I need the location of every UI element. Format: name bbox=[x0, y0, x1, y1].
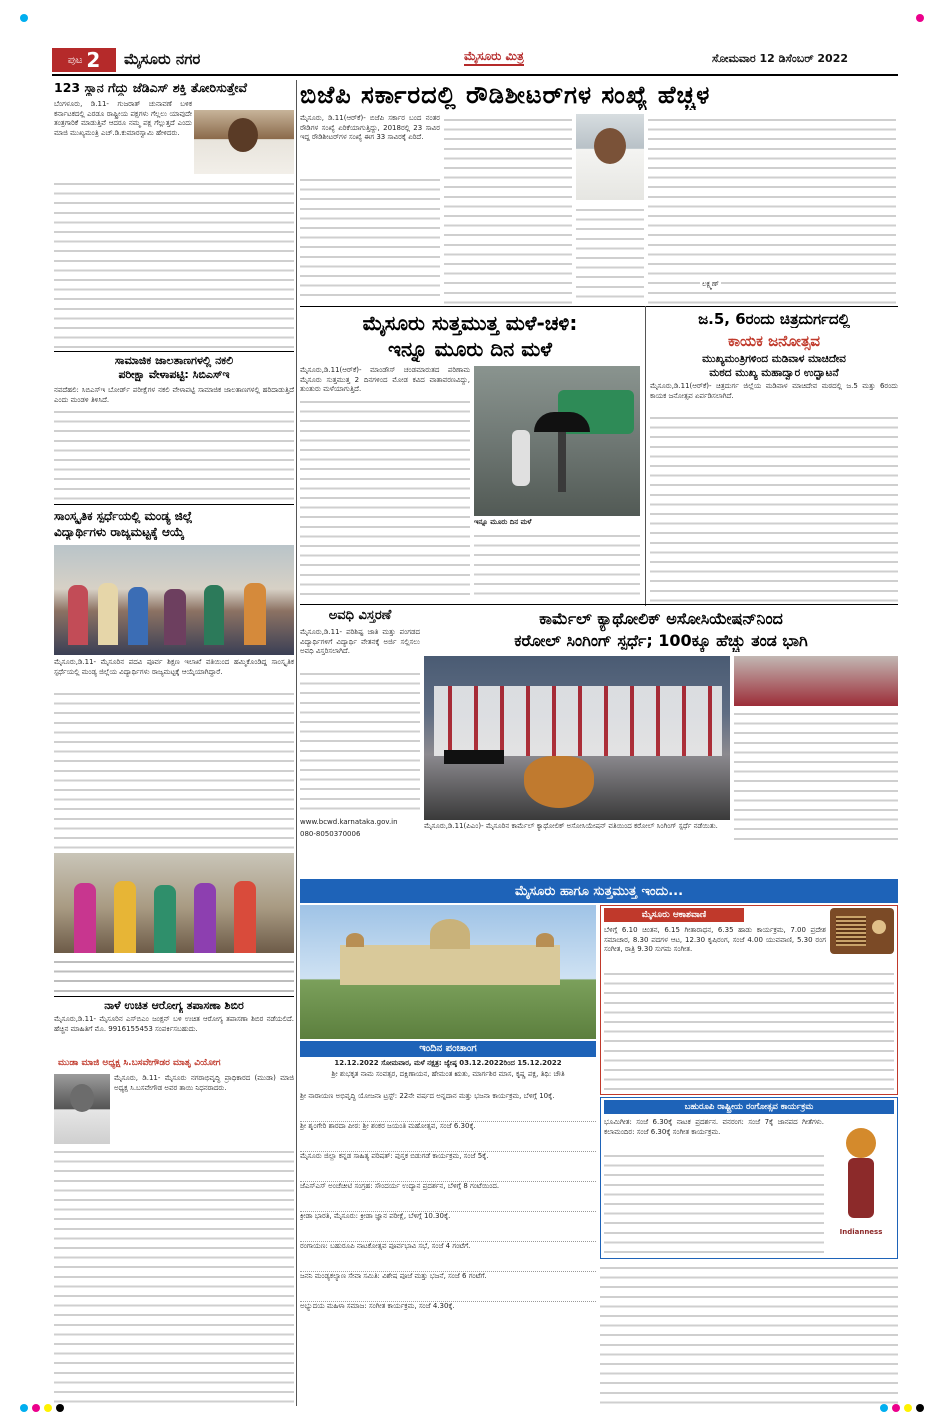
registration-mark bbox=[20, 14, 28, 22]
jds-headline: 123 ಸ್ಥಾನ ಗೆದ್ದು ಜೆಡಿಎಸ್ ಶಕ್ತಿ ತೋರಿಸುತ್ತೇವೆ bbox=[54, 80, 248, 95]
kayaka-body-lines bbox=[650, 412, 898, 602]
rowdy-body-lines-2 bbox=[444, 114, 572, 304]
bahuroopi-logo-text: Indianness bbox=[839, 1228, 883, 1236]
rain-photo-caption: ಇನ್ನೂ ಮೂರು ದಿನ ಮಳೆ bbox=[474, 518, 532, 526]
jds-body-continued bbox=[54, 178, 294, 348]
exam-headline-line1: ಸಾಮಾಜಿಕ ಜಾಲತಾಣಗಳಲ್ಲಿ ನಕಲಿ bbox=[114, 354, 234, 367]
rowdy-headline: ಬಿಜೆಪಿ ಸರ್ಕಾರದಲ್ಲಿ ರೌಡಿಶೀಟರ್‌ಗಳ ಸಂಖ್ಯೆ ಹೆಚ್ಚಳ bbox=[300, 81, 711, 109]
registration-mark bbox=[916, 1404, 924, 1412]
mandya-group-photo bbox=[54, 545, 294, 655]
event-item: ರಂಗಾಯಣ: ಬಹುರೂಪಿ ನಾಟಕೋತ್ಸವ ಪೂರ್ವಭಾವಿ ಸಭೆ, ಸಂಜೆ 4 ಗಂಟೆಗೆ. bbox=[300, 1242, 596, 1272]
page-number-box bbox=[52, 48, 116, 72]
rowdy-caption: ಲಕ್ಷ್ಮಣ್ bbox=[702, 280, 719, 288]
obituary-body-lines bbox=[54, 1146, 294, 1406]
page-number: 2 bbox=[86, 48, 101, 72]
panchanga-line: 12.12.2022 ಸೋಮವಾರ, ಮಳೆ ನಕ್ಷತ್ರ: ಜ್ಯೇಷ್ಠ 03.12.2022ರಿಂದ 15.12.2022 bbox=[334, 1059, 562, 1067]
radio-title: ಮೈಸೂರು ಆಕಾಶವಾಣಿ bbox=[604, 908, 744, 922]
rain-body-lines-2 bbox=[474, 530, 640, 596]
event-item: ಶ್ರೀ ನಾರಾಯಣ ಅಭಿವೃದ್ಧಿ ಯೋಜನಾ ಟ್ರಸ್ಟ್: 22ನೇ ವರ್ಷದ ಅನ್ನದಾನ ಮತ್ತು ಭಜನಾ ಕಾರ್ಯಕ್ರಮ, ಬೆಳಿಗ್ಗೆ 10ಕ್ಕೆ. bbox=[300, 1092, 596, 1122]
rowdy-body: ಮೈಸೂರು, ಡಿ.11(ಆರ್‌ಕೆ)- ಬಿಜೆಪಿ ಸರ್ಕಾರ ಬಂದ ನಂತರ ರೌಡಿಗಳ ಸಂಖ್ಯೆ ಏರಿಕೆಯಾಗುತ್ತಿದ್ದು, 2018ರಲ್ಲಿ 23 ಸಾವಿರ ಇದ್ದ ರೌಡಿಶೀಟರ್‌ಗಳ ಸಂಖ್ಯೆ ಈಗ 33 ಸಾವಿರಕ್ಕೆ ಏರಿದೆ. bbox=[300, 114, 440, 142]
rowdy-body-lines-1 bbox=[300, 174, 440, 304]
rain-body-lines-1 bbox=[300, 396, 470, 596]
deadline-website: www.bcwd.karnataka.gov.in bbox=[300, 818, 398, 826]
bahuroopi-title: ಬಹುರೂಪಿ ರಾಷ್ಟ್ರೀಯ ರಂಗೋತ್ಸವ ಕಾರ್ಯಕ್ರಮ bbox=[604, 1100, 894, 1114]
deadline-body-lines bbox=[300, 668, 420, 816]
rain-headline bbox=[300, 310, 640, 362]
today-banner: ಮೈಸೂರು ಹಾಗೂ ಸುತ್ತಮುತ್ತ ಇಂದು... bbox=[300, 879, 898, 903]
lakshman-photo bbox=[576, 114, 644, 200]
carol-headline-line2: ಕರೋಲ್ ಸಿಂಗಿಂಗ್ ಸ್ಪರ್ಧೆ; 100ಕ್ಕೂ ಹೆಚ್ಚು ತಂಡ ಭಾಗಿ bbox=[514, 631, 808, 650]
event-item: ಅಭ್ಯುದಯ ಮಹಿಳಾ ಸಮಾಜ: ಸಂಗೀತ ಕಾರ್ಯಕ್ರಮ, ಸಂಜೆ 4.30ಕ್ಕೆ. bbox=[300, 1302, 455, 1310]
deadline-headline: ಅವಧಿ ವಿಸ್ತರಣೆ bbox=[328, 608, 392, 623]
section-title: ಮೈಸೂರು ನಗರ bbox=[124, 50, 201, 68]
rain-headline-line2: ಇನ್ನೂ ಮೂರು ದಿನ ಮಳೆ bbox=[388, 337, 552, 361]
mandya-headline-line2: ವಿದ್ಯಾರ್ಥಿಗಳು ರಾಜ್ಯಮಟ್ಟಕ್ಕೆ ಆಯ್ಕೆ bbox=[54, 525, 185, 539]
registration-mark bbox=[44, 1404, 52, 1412]
women-group-photo bbox=[54, 853, 294, 953]
panchanga-title: ಇಂದಿನ ಪಂಚಾಂಗ bbox=[300, 1041, 596, 1057]
kayaka-body: ಮೈಸೂರು,ಡಿ.11(ಆರ್‌ಕೆ)- ಚಿತ್ರದುರ್ಗ ಜಿಲ್ಲೆಯ ಮಡಿವಾಳ ಮಾಚಿದೇವ ಮಠದಲ್ಲಿ ಜ.5 ಮತ್ತು 6ರಂದು ಕಾಯಕ ಜನೋತ್ಸವ ಏರ್ಪಡಿಸಲಾಗಿದೆ. bbox=[650, 382, 898, 400]
event-item: ಮೈಸೂರು ಜಿಲ್ಲಾ ಕನ್ನಡ ಸಾಹಿತ್ಯ ಪರಿಷತ್: ಪುಸ್ತಕ ಬಿಡುಗಡೆ ಕಾರ್ಯಕ್ರಮ, ಸಂಜೆ 5ಕ್ಕೆ. bbox=[300, 1152, 596, 1182]
carol-body-lines bbox=[734, 708, 898, 844]
registration-mark bbox=[880, 1404, 888, 1412]
mandya-headline bbox=[54, 508, 294, 540]
issue-date: ಸೋಮವಾರ 12 ಡಿಸೆಂಬರ್ 2022 bbox=[712, 52, 849, 65]
mysore-palace-photo bbox=[300, 905, 596, 1039]
carol-body: ಮೈಸೂರು,ಡಿ.11(ಪಿಎಂ)- ಮೈಸೂರಿನ ಕಾರ್ಮೆಲ್ ಕ್ಯಾಥೋಲಿಕ್ ಅಸೋಸಿಯೇಷನ್ ವತಿಯಿಂದ ಕರೋಲ್ ಸಿಂಗಿಂಗ್ ಸ್ಪರ್ಧೆ ನಡೆಯಿತು. bbox=[424, 822, 718, 830]
bottom-events-lines bbox=[600, 1262, 898, 1406]
kayaka-subhead-line1: ಮುಖ್ಯಮಂತ್ರಿಗಳಿಂದ ಮಡಿವಾಳ ಮಾಚಿದೇವ bbox=[702, 353, 846, 365]
registration-mark bbox=[892, 1404, 900, 1412]
jds-body: ಬೆಂಗಳೂರು, ಡಿ.11- ಗುಜರಾತ್ ಚುನಾವಣೆ ಬಳಿಕ ಕರ್ನಾಟಕದಲ್ಲಿ ಎರಡೂ ರಾಷ್ಟ್ರೀಯ ಪಕ್ಷಗಳು ಗೆಲ್ಲಲು ಯಾವುದೇ ತಂತ್ರಗಾರಿಕೆ ಮಾಡುತ್ತಿವೆ ಆದರೂ ನಮ್ಮ ಪಕ್ಷ ಗೆಲ್ಲುತ್ತದೆ ಎಂದು ಮಾಜಿ ಮುಖ್ಯಮಂತ್ರಿ ಎಚ್.ಡಿ.ಕುಮಾರಸ್ವಾಮಿ ಹೇಳಿದರು. bbox=[54, 100, 192, 137]
radio-schedule-lines bbox=[604, 968, 894, 1090]
rain-body: ಮೈಸೂರು,ಡಿ.11(ಆರ್‌ಕೆ)- ಮಾಂಡೌಸ್ ಚಂಡಮಾರುತದ ಪರಿಣಾಮ ಮೈಸೂರು ಸುತ್ತಮುತ್ತ 2 ದಿನಗಳಿಂದ ಮೋಡ ಕವಿದ ವಾತಾವರಣವಿದ್ದು, ತುಂತುರು ಮಳೆಯಾಗುತ್ತಿದೆ. bbox=[300, 366, 470, 394]
obituary-body: ಮೈಸೂರು, ಡಿ.11- ಮೈಸೂರು ನಗರಾಭಿವೃದ್ಧಿ ಪ್ರಾಧಿಕಾರದ (ಮುಡಾ) ಮಾಜಿ ಅಧ್ಯಕ್ಷ ಸಿ.ಬಸವೇಗೌಡ ಅವರ ತಾಯಿ ನಿಧನರಾದರು. bbox=[114, 1074, 294, 1092]
bahuroopi-text: ಭೂಮಿಗೀತ: ಸಂಜೆ 6.30ಕ್ಕೆ ನಾಟಕ ಪ್ರದರ್ಶನ. ವನರಂಗ: ಸಂಜೆ 7ಕ್ಕೆ ಜಾನಪದ ಗೀತೆಗಳು. ಕಲಾಮಂದಿರ: ಸಂಜೆ 6.30ಕ್ಕೆ ಸಂಗೀತ ಕಾರ್ಯಕ್ರಮ. bbox=[604, 1118, 824, 1136]
kayaka-subhead-line2: ಮಠದ ಮುಖ್ಯ ಮಹಾದ್ವಾರ ಉದ್ಘಾಟನೆ bbox=[709, 367, 839, 379]
radio-schedule: ಬೆಳಿಗ್ಗೆ 6.10 ಚಿಂತನ, 6.15 ಗೀತಾರಾಧನ, 6.35 ಹಾಡು ಕಾರ್ಯಕ್ರಮ, 7.00 ಪ್ರದೇಶ ಸಮಾಚಾರ, 8.30 ಪದಗಳ ಆಟ, 12.30 ಕೃಷಿರಂಗ, ಸಂಜೆ 4.00 ಯುವವಾಣಿ, 5.30 ರಂಗ ಸಂಗೀತ, ರಾತ್ರಿ 9.30 ಸುಗಮ ಸಂಗೀತ. bbox=[604, 926, 826, 954]
obituary-photo bbox=[54, 1074, 110, 1144]
rowdy-body-lines-4 bbox=[648, 114, 896, 304]
exam-body: ನವದೆಹಲಿ: ಸಿಬಿಎಸ್‌ಇ ಬೋರ್ಡ್ ಪರೀಕ್ಷೆಗಳ ನಕಲಿ ವೇಳಾಪಟ್ಟಿ ಸಾಮಾಜಿಕ ಜಾಲತಾಣಗಳಲ್ಲಿ ಹರಿದಾಡುತ್ತಿದೆ ಎಂದು ಮಂಡಳಿ ತಿಳಿಸಿದೆ. bbox=[54, 386, 294, 404]
radio-icon bbox=[830, 908, 894, 954]
masthead-rule bbox=[52, 74, 898, 76]
event-item: ಕ್ರೀಡಾ ಭಾರತಿ, ಮೈಸೂರು: ಕ್ರೀಡಾ ಜ್ಞಾನ ಪರೀಕ್ಷೆ, ಬೆಳಿಗ್ಗೆ 10.30ಕ್ಕೆ. bbox=[300, 1212, 596, 1242]
deadline-phone: 080-8050370006 bbox=[300, 830, 361, 838]
carol-headline-line1: ಕಾರ್ಮೆಲ್ ಕ್ಯಾಥೋಲಿಕ್ ಅಸೋಸಿಯೇಷನ್‌ನಿಂದ bbox=[539, 609, 783, 628]
carol-photo bbox=[424, 656, 730, 820]
masthead bbox=[44, 46, 904, 74]
deadline-body: ಮೈಸೂರು,ಡಿ.11- ಪರಿಶಿಷ್ಟ ಜಾತಿ ಮತ್ತು ಪಂಗಡದ ವಿದ್ಯಾರ್ಥಿಗಳಿಗೆ ವಿದ್ಯಾರ್ಥಿ ವೇತನಕ್ಕೆ ಅರ್ಜಿ ಸಲ್ಲಿಸಲು ಅವಧಿ ವಿಸ್ತರಿಸಲಾಗಿದೆ. bbox=[300, 628, 420, 656]
panchanga-line-2: ಶ್ರೀ ಶುಭಕೃತ ನಾಮ ಸಂವತ್ಸರ, ದಕ್ಷಿಣಾಯನ, ಹೇಮಂತ ಋತು, ಮಾರ್ಗಶಿರ ಮಾಸ, ಕೃಷ್ಣ ಪಕ್ಷ, ತಿಥಿ: ಚೌತಿ bbox=[331, 1070, 565, 1078]
health-headline: ನಾಳೆ ಉಚಿತ ಆರೋಗ್ಯ ತಪಾಸಣಾ ಶಿಬಿರ bbox=[104, 999, 244, 1012]
registration-mark bbox=[56, 1404, 64, 1412]
rain-headline-line1: ಮೈಸೂರು ಸುತ್ತಮುತ್ತ ಮಳೆ-ಚಳಿ: bbox=[362, 311, 578, 335]
exam-headline-line2: ಪರೀಕ್ಷಾ ವೇಳಾಪಟ್ಟಿ: ಸಿಬಿಎಸ್‌ಇ bbox=[118, 368, 230, 381]
bahuroopi-lines bbox=[604, 1150, 824, 1254]
exam-body-lines bbox=[54, 406, 294, 502]
carol-headline bbox=[424, 608, 898, 652]
exam-headline bbox=[54, 354, 294, 382]
page-label: ಪುಟ bbox=[67, 54, 83, 66]
kayaka-subhead bbox=[650, 352, 898, 380]
rain-photo bbox=[474, 366, 640, 516]
event-item: ಜನನಿ ಮಂಡ್ಯಕಲ್ಯಾಣ ಸೇವಾ ಸಮಿತಿ: ವಿಶೇಷ ಪೂಜೆ ಮತ್ತು ಭಜನೆ, ಸಂಜೆ 6 ಗಂಟೆಗೆ. bbox=[300, 1272, 596, 1302]
rowdy-body-lines-3 bbox=[576, 204, 644, 304]
mandya-body-lines bbox=[54, 688, 294, 850]
kayaka-headline: ಕಾಯಕ ಜನೋತ್ಸವ bbox=[727, 332, 820, 350]
kumaraswamy-photo bbox=[194, 110, 294, 174]
health-body: ಮೈಸೂರು,ಡಿ.11- ಮೈಸೂರಿನ ಎಸ್‌ಬಿಎಂ ಜಂಕ್ಷನ್ ಬಳಿ ಉಚಿತ ಆರೋಗ್ಯ ತಪಾಸಣಾ ಶಿಬಿರ ನಡೆಯಲಿದೆ. ಹೆಚ್ಚಿನ ಮಾಹಿತಿಗೆ ಮೊ. 9916155453 ಸಂಪರ್ಕಿಸಬಹುದು. bbox=[54, 1015, 294, 1033]
obituary-headline: ಮುಡಾ ಮಾಜಿ ಅಧ್ಯಕ್ಷ ಸಿ.ಬಸವೇಗೌಡರ ಮಾತೃ ವಿಯೋಗ bbox=[58, 1058, 221, 1068]
events-list bbox=[300, 1092, 596, 1406]
registration-mark bbox=[32, 1404, 40, 1412]
event-item: ಶ್ರೀ ಶೃಂಗೇರಿ ಶಾರದಾ ಪೀಠ: ಶ್ರೀ ಶಂಕರ ಜಯಂತಿ ಮಹೋತ್ಸವ, ಸಂಜೆ 6.30ಕ್ಕೆ. bbox=[300, 1122, 596, 1152]
women-photo-caption bbox=[54, 956, 294, 994]
registration-mark bbox=[20, 1404, 28, 1412]
registration-mark bbox=[916, 14, 924, 22]
carol-photo-2 bbox=[734, 656, 898, 706]
mandya-headline-line1: ಸಾಂಸ್ಕೃತಿಕ ಸ್ಪರ್ಧೆಯಲ್ಲಿ ಮಂಡ್ಯ ಜಿಲ್ಲೆ bbox=[54, 509, 193, 523]
registration-mark bbox=[904, 1404, 912, 1412]
bahuroopi-logo bbox=[828, 1118, 894, 1254]
paper-name: ಮೈಸೂರು ಮಿತ್ರ bbox=[464, 49, 524, 66]
kayaka-kicker: ಜ.5, 6ರಂದು ಚಿತ್ರದುರ್ಗದಲ್ಲಿ bbox=[698, 310, 850, 328]
event-item: ಜೆಎಸ್‌ಎಸ್ ಅಂಚೆಚೀಟಿ ಸಂಗ್ರಹ: ಸೌಂದರ್ಯ ಉದ್ಯಾನ ಪ್ರದರ್ಶನ, ಬೆಳಿಗ್ಗೆ 8 ಗಂಟೆಯಿಂದ. bbox=[300, 1182, 596, 1212]
mandya-body: ಮೈಸೂರು,ಡಿ.11- ಮೈಸೂರಿನ ಪದವಿ ಪೂರ್ವ ಶಿಕ್ಷಣ ಇಲಾಖೆ ವತಿಯಿಂದ ಹಮ್ಮಿಕೊಂಡಿದ್ದ ಸಾಂಸ್ಕೃತಿಕ ಸ್ಪರ್ಧೆಯಲ್ಲಿ ಮಂಡ್ಯ ಜಿಲ್ಲೆಯ ವಿದ್ಯಾರ್ಥಿಗಳು ರಾಜ್ಯಮಟ್ಟಕ್ಕೆ ಆಯ್ಕೆಯಾಗಿದ್ದಾರೆ. bbox=[54, 658, 294, 676]
